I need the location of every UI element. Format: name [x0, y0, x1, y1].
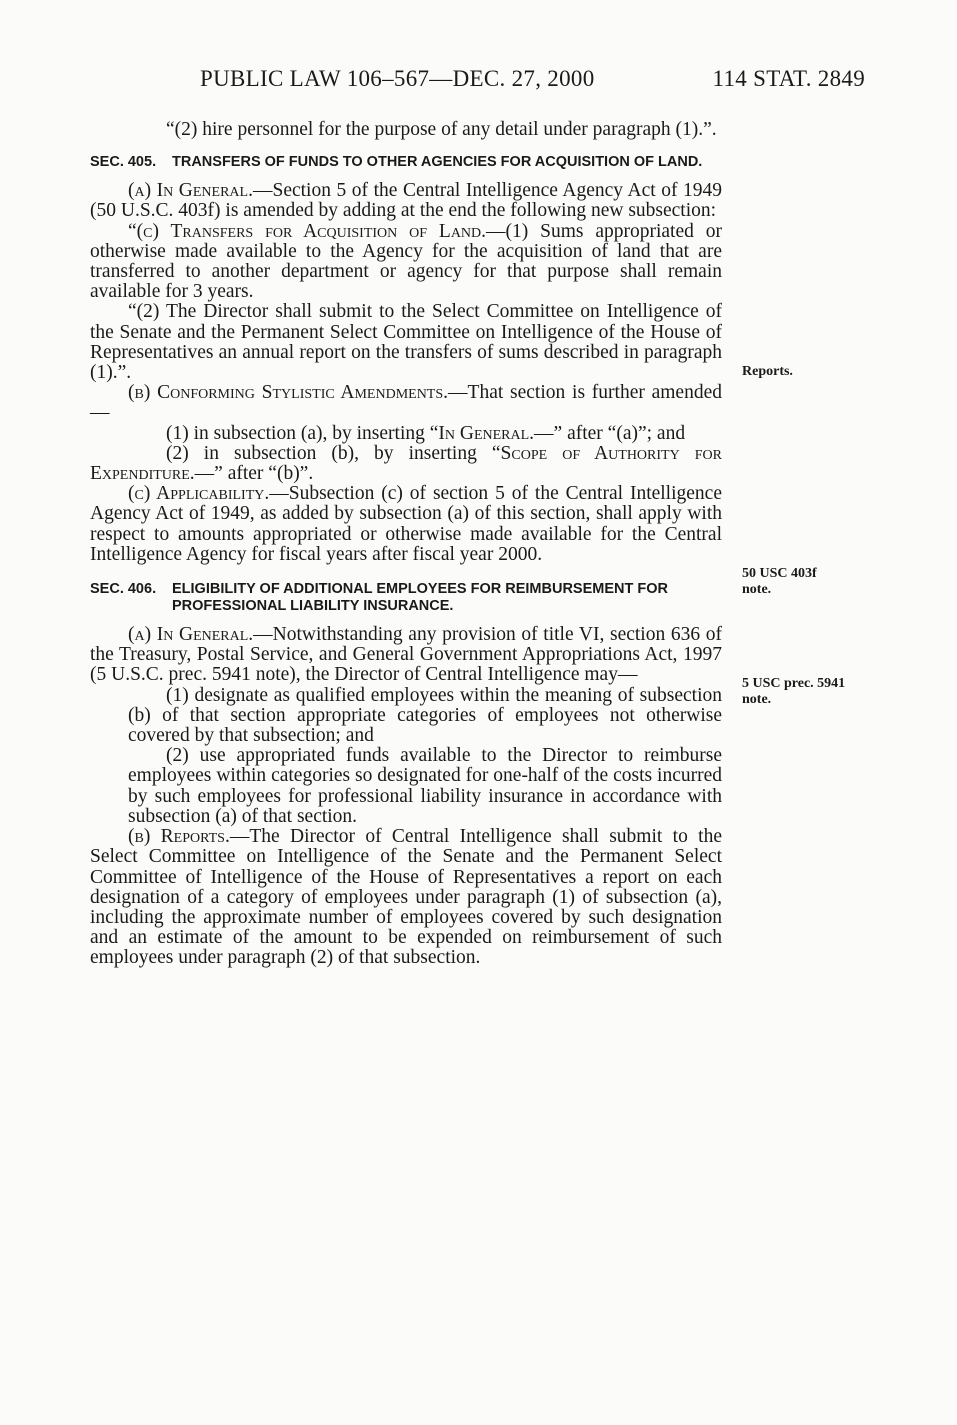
- paragraph-405-c-app-heading: (c) Applicability.: [128, 483, 270, 505]
- section-406-number: SEC. 406.: [90, 581, 157, 598]
- paragraph-405-c2: “(2) The Director shall submit to the Select Committee on Intelligence of the Senate and the Permanent Select Committee on Intelligence of the House of Representatives an annual report on the transfers of sums described in paragraph (1).”.: [90, 301, 722, 384]
- header-public-law: PUBLIC LAW 106–567—DEC. 27, 2000: [200, 66, 595, 91]
- paragraph-405-a-heading: (a) In General.: [128, 180, 253, 202]
- paragraph-405-c-app-text: —Subsection (c) of section 5 of the Central Intelligence Agency Act of 1949, as added by subsection (a) of this section, shall apply with respect to amounts appropriated or otherwise made available for the Central Intelligence Agency for fiscal years after fiscal year 2000.: [90, 483, 722, 565]
- b1-text-smallcaps: In General.: [438, 422, 535, 444]
- b2-text-smallcaps: Scope of Authority for Expenditure.: [90, 442, 722, 485]
- b1-text-post: —” after “(a)”; and: [534, 422, 686, 444]
- paragraph-405-a: [90, 181, 722, 221]
- paragraph-406-a: [90, 625, 722, 686]
- paragraph-405-b2: [90, 444, 722, 484]
- paragraph-406-a-text: —Notwithstanding any provision of title VI, section 636 of the Treasury, Postal Service, and General Government Appropriations Act, 1997 (5 U.S.C. prec. 5941 note), the Director of Central Intelligence may—: [90, 624, 722, 686]
- header-stat-page: 114 STAT. 2849: [712, 66, 865, 91]
- margin-note-50-usc-403f: 50 USC 403f note.: [742, 566, 817, 597]
- paragraph-405-b-heading: (b) Conforming Stylistic Amendments.: [128, 382, 449, 404]
- paragraph-405-b-text: —That section is further amended—: [90, 382, 722, 424]
- section-406-title: ELIGIBILITY OF ADDITIONAL EMPLOYEES FOR REIMBURSEMENT FOR PROFESSIONAL LIABILITY INSURANCE.: [172, 581, 668, 615]
- paragraph-406-a1: (1) designate as qualified employees within the meaning of subsection (b) of that section appropriate categories of employees not otherwise covered by that subsection; and: [128, 684, 722, 747]
- section-405-number: SEC. 405.: [90, 154, 157, 171]
- b2-text-post: —” after “(b)”.: [194, 463, 314, 485]
- section-405-title: TRANSFERS OF FUNDS TO OTHER AGENCIES FOR ACQUISITION OF LAND.: [172, 154, 703, 171]
- paragraph-405-c-text: —(1) Sums appropriated or otherwise made available to the Agency for the acquisition of land that are transferred to another department or agency for that purpose shall remain available for 3 years.: [90, 220, 722, 303]
- paragraph-hire-personnel: “(2) hire personnel for the purpose of any detail under paragraph (1).”.: [166, 119, 717, 140]
- section-406-heading: [90, 581, 722, 615]
- b2-text-pre: (2) in subsection (b), by inserting “: [166, 442, 501, 464]
- paragraph-406-b: [90, 827, 722, 968]
- paragraph-406-b-heading: (b) Reports.: [128, 826, 230, 848]
- margin-note-5-usc-5941: 5 USC prec. 5941 note.: [742, 676, 846, 707]
- paragraph-405-b1: [90, 424, 722, 444]
- paragraph-406-a-heading: (a) In General.: [128, 624, 254, 646]
- paragraph-406-b-text: —The Director of Central Intelligence shall submit to the Select Committee on Intelligence of the Senate and the Permanent Select Committee of Intelligence of the House of Representatives a report on each designation of a category of employees under paragraph (1) of subsection (a), including the approximate number of employees covered by such designation and an estimate of the amount to be expended on reimbursement of such employees under paragraph (2) of that subsection.: [90, 826, 722, 969]
- margin-note-reports: Reports.: [742, 364, 793, 379]
- b1-text-pre: (1) in subsection (a), by inserting “: [166, 422, 439, 444]
- paragraph-405-a-text: —Section 5 of the Central Intelligence Agency Act of 1949 (50 U.S.C. 403f) is amended by adding at the end the following new subsection:: [90, 180, 722, 222]
- paragraph-405-b: [90, 383, 722, 423]
- paragraph-405-c-heading: “(c) Transfers for Acquisition of Land.: [128, 220, 487, 242]
- paragraph-406-a2: (2) use appropriated funds available to the Director to reimburse employees within categories so designated for one-half of the costs incurred by such employees for professional liability insurance in accordance with subsection (a) of that section.: [128, 745, 722, 827]
- document-body: [90, 120, 722, 969]
- paragraph-405-c-applicability: [90, 484, 722, 565]
- section-405-heading: [90, 154, 722, 171]
- paragraph-405-c-quoted: [90, 222, 722, 303]
